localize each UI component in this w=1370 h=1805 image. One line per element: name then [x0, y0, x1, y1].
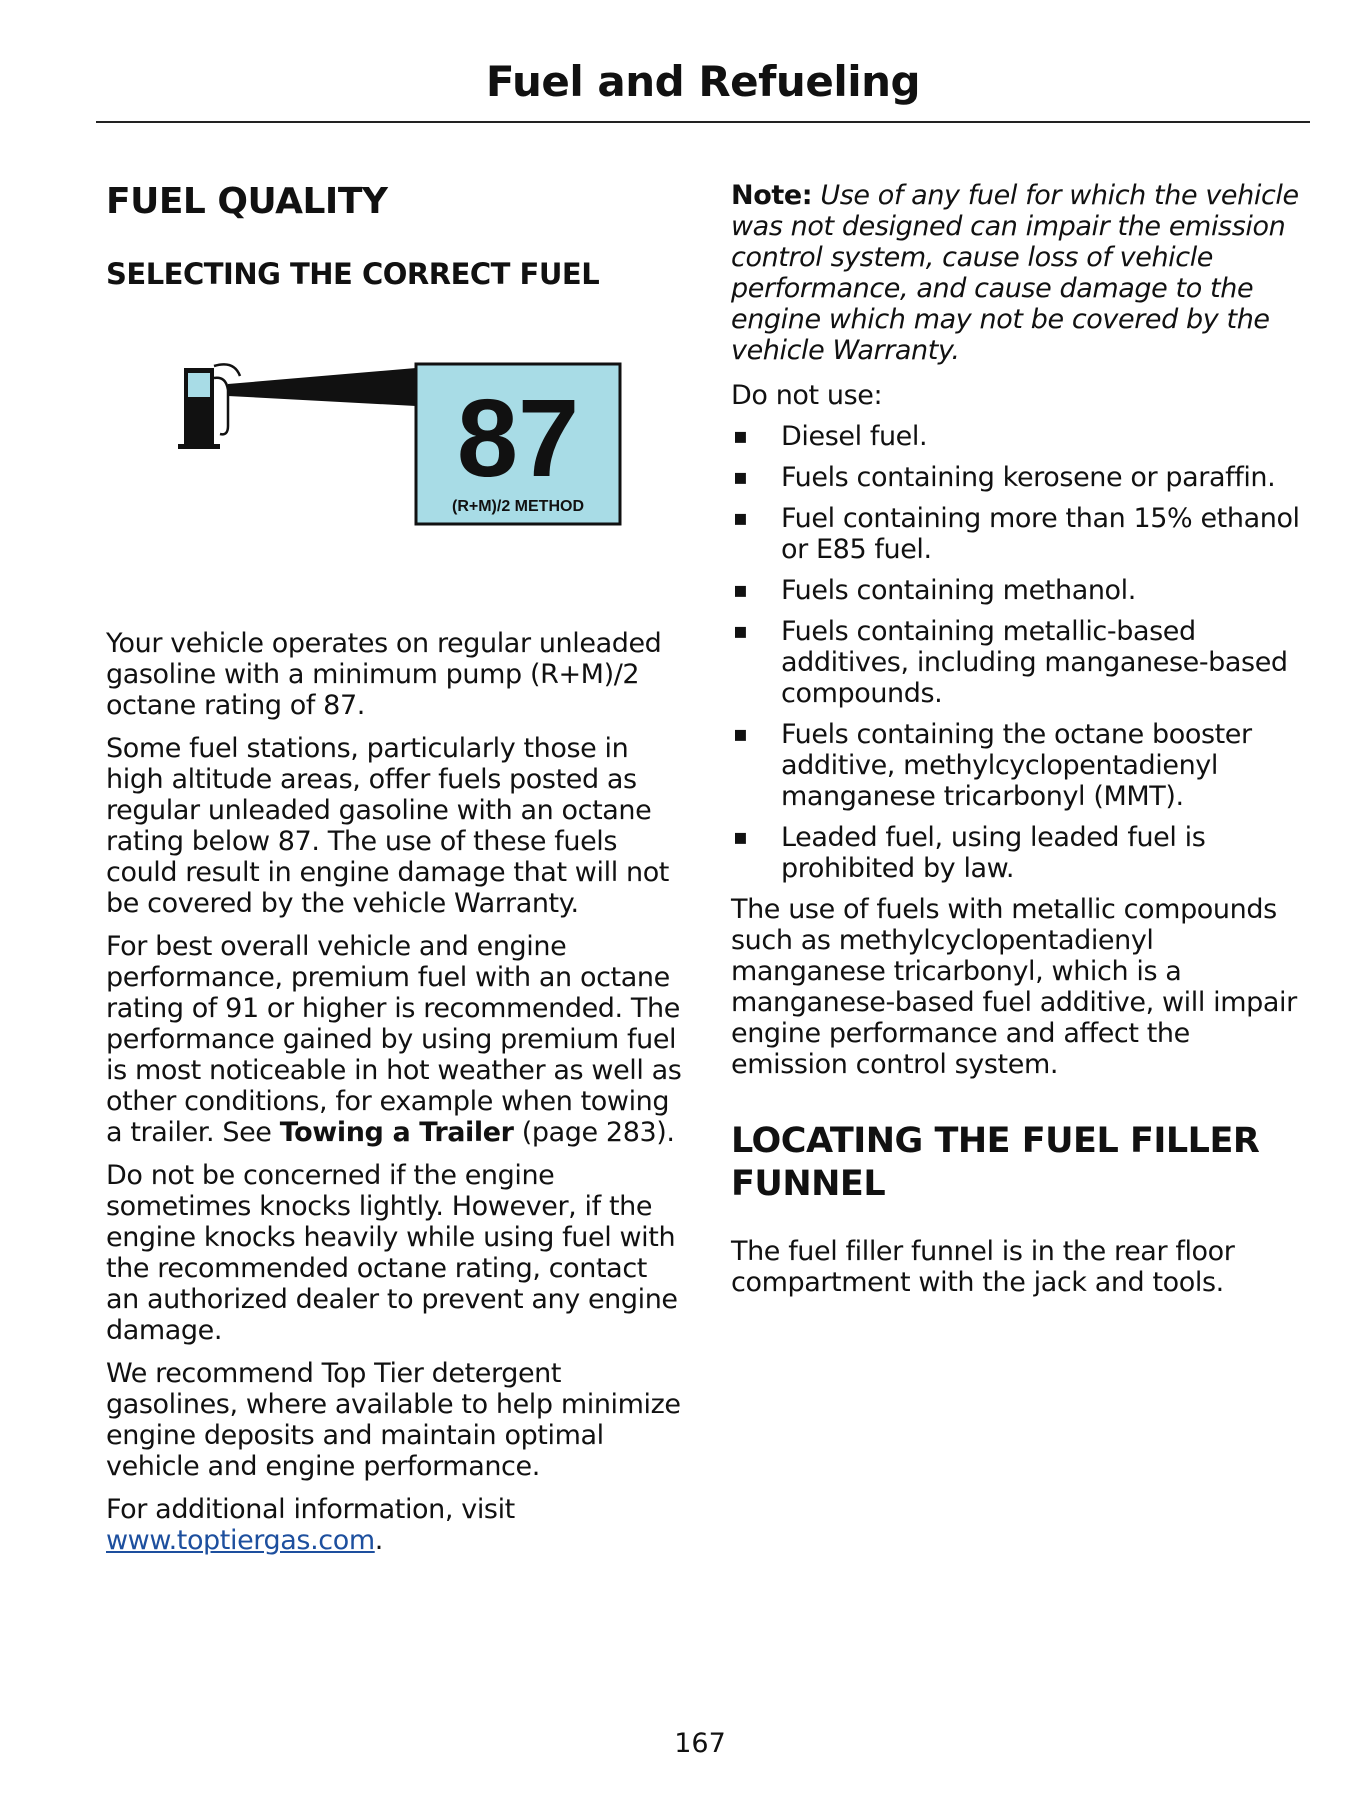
- list-item: [731, 616, 1311, 709]
- paragraph-top-tier: We recommend Top Tier detergent gasolines, where available to help minimize engine deposits and maintain optimal vehicle and engine performance.: [106, 1358, 681, 1482]
- list-item: [731, 503, 1311, 565]
- paragraph-engine-knock: Do not be concerned if the engine sometimes knocks lightly. However, if the engine knocks heavily while using fuel with the recommended octane rating, contact an authorized dealer to prevent any engine damage.: [106, 1160, 678, 1346]
- list-item: [731, 575, 1311, 606]
- paragraph-high-altitude: Some fuel stations, particularly those in high altitude areas, offer fuels posted as regular unleaded gasoline with an octane rating below 87. The use of these fuels could result in engine damage that will not be covered by the vehicle Warranty.: [106, 733, 669, 919]
- page-reference-text: (page 283).: [513, 1117, 675, 1148]
- bullet-icon: ▪: [733, 424, 748, 449]
- paragraph-additional-info: [106, 1494, 686, 1556]
- note-text: Use of any fuel for which the vehicle was not designed can impair the emission control system, cause loss of vehicle performance, and cause damage to the engine which may not be covered by the vehicle Warranty.: [731, 180, 1299, 366]
- list-item-text: Diesel fuel.: [781, 421, 928, 452]
- towing-trailer-reference-link[interactable]: Towing a Trailer: [279, 1117, 514, 1148]
- right-column: [731, 180, 1311, 1310]
- list-item: [731, 421, 1311, 452]
- left-column: [106, 180, 686, 1568]
- label-callout-beam: [228, 368, 416, 406]
- page-header-title: Fuel and Refueling: [485, 57, 921, 106]
- section-title-fuel-filler-funnel: LOCATING THE FUEL FILLER FUNNEL: [731, 1121, 1260, 1204]
- bullet-icon: ▪: [733, 619, 748, 644]
- subsection-title: SELECTING THE CORRECT FUEL: [106, 257, 600, 291]
- section-title: FUEL QUALITY: [106, 181, 388, 222]
- list-item-text: Fuels containing metallic-based additives, including manganese-based compounds.: [781, 616, 1288, 709]
- octane-method-label: (R+M)/2 METHOD: [452, 498, 584, 515]
- toptiergas-link[interactable]: www.toptiergas.com: [106, 1525, 375, 1556]
- fuel-pump-octane-illustration: [106, 346, 686, 546]
- bullet-icon: ▪: [733, 506, 748, 531]
- list-item-text: Fuels containing methanol.: [781, 575, 1136, 606]
- list-item: [731, 822, 1311, 884]
- period-text: .: [374, 1525, 383, 1556]
- bullet-icon: ▪: [733, 465, 748, 490]
- list-item-text: Fuels containing kerosene or paraffin.: [781, 462, 1276, 493]
- note-label: Note:: [731, 180, 813, 211]
- do-not-use-list: [731, 421, 1311, 884]
- octane-label-figure: [106, 346, 686, 636]
- fuel-pump-icon: [178, 364, 240, 449]
- header-divider: [96, 121, 1310, 123]
- paragraph-minimum-octane: Your vehicle operates on regular unleaded gasoline with a minimum pump (R+M)/2 octane rating of 87.: [106, 628, 662, 721]
- list-item-text: Fuel containing more than 15% ethanol or E85 fuel.: [781, 503, 1300, 565]
- premium-fuel-text: For best overall vehicle and engine performance, premium fuel with an octane rating of 91 or higher is recommended. The performance gained by using premium fuel is most noticeable in hot weather as well as other conditions, for example when towing a trailer. See: [106, 931, 682, 1148]
- bullet-icon: ▪: [733, 722, 748, 747]
- list-item-text: Leaded fuel, using leaded fuel is prohibited by law.: [781, 822, 1206, 884]
- list-item-text: Fuels containing the octane booster additive, methylcyclopentadienyl manganese tricarbonyl (MMT).: [781, 719, 1252, 812]
- do-not-use-heading: Do not use:: [731, 380, 883, 411]
- bullet-icon: ▪: [733, 578, 748, 603]
- paragraph-metallic-compounds: The use of fuels with metallic compounds such as methylcyclopentadienyl manganese tricarbonyl, which is a manganese-based fuel additive, will impair engine performance and affect the emission control system.: [731, 894, 1297, 1080]
- note-paragraph: [731, 180, 1311, 366]
- octane-rating-number: 87: [456, 377, 580, 500]
- page-number: 167: [674, 1728, 726, 1759]
- list-item: [731, 719, 1311, 812]
- bullet-icon: ▪: [733, 825, 748, 850]
- list-item: [731, 462, 1311, 493]
- paragraph-premium-fuel: [106, 931, 686, 1148]
- additional-info-text: For additional information, visit: [106, 1494, 515, 1525]
- paragraph-funnel-location: The fuel filler funnel is in the rear floor compartment with the jack and tools.: [731, 1236, 1235, 1298]
